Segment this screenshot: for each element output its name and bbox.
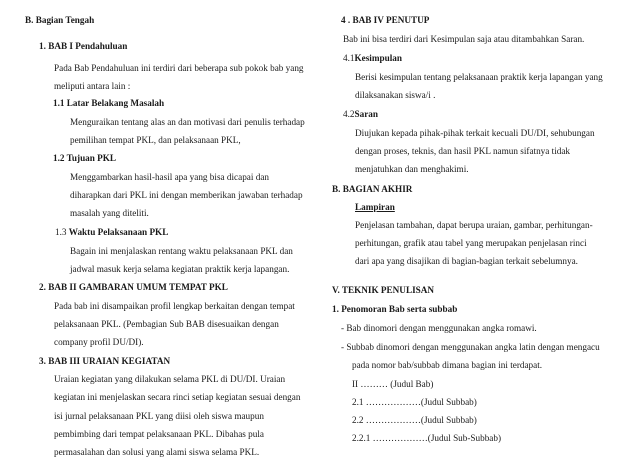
section-heading-bagian-tengah: B. Bagian Tengah bbox=[25, 15, 95, 25]
bab3-paragraph-line: pembimbing dari tempat pelaksanaan PKL. Dibahas pula bbox=[54, 429, 264, 439]
bab4-paragraph-line: Bab ini bisa terdiri dari Kesimpulan saja atau ditambahkan Saran. bbox=[343, 34, 585, 44]
penomoran-item-continued: pada nomor bab/subbab dimana bagian ini terdapat. bbox=[352, 360, 543, 370]
bab1-title: 1. BAB I Pendahuluan bbox=[39, 41, 128, 51]
numbering-example: II ……… (Judul Bab) bbox=[352, 379, 434, 389]
subsection-1-1-line: Menguraikan tentang alas an dan motivasi dari penulis terhadap bbox=[70, 117, 305, 127]
subsection-1-3-line: Bagain ini menjalaskan rentang waktu pelaksanaan PKL dan bbox=[70, 246, 293, 256]
subsection-4-1-title: Kesimpulan bbox=[354, 53, 402, 63]
numbering-example: 2.2.1 ………………(Judul Sub-Subbab) bbox=[352, 433, 502, 443]
bab1-paragraph-line: Pada Bab Pendahuluan ini terdiri dari beberapa sub pokok bab yang bbox=[54, 63, 304, 73]
penomoran-title: 1. Penomoran Bab serta subbab bbox=[332, 304, 458, 314]
bab1-paragraph-line: meliputi antara lain : bbox=[54, 81, 131, 91]
subsection-1-3-line: jadwal masuk kerja selama kegiatan praktik kerja lapangan. bbox=[70, 264, 290, 274]
lampiran-line: perhitungan, grafik atau tabel yang merupakan penjelasan rinci bbox=[355, 238, 587, 248]
subsection-4-1-line: dilaksanakan siswa/i . bbox=[355, 90, 436, 100]
subsection-1-2-title: 1.2 Tujuan PKL bbox=[53, 153, 117, 163]
subsection-1-3-number: 1.3 bbox=[55, 227, 67, 237]
subsection-1-3-heading bbox=[55, 226, 168, 238]
section-heading-teknik-penulisan: V. TEKNIK PENULISAN bbox=[332, 285, 435, 295]
lampiran-line: Penjelasan tambahan, dapat berupa uraian, gambar, perhitungan- bbox=[355, 220, 593, 230]
bab3-paragraph-line: kegiatan ini menjelaskan secara rinci setiap kegiatan sesuai dengan bbox=[54, 392, 301, 402]
bab3-paragraph-line: isi jurnal pelaksanaan PKL yang diisi oleh siswa maupun bbox=[54, 411, 264, 421]
subsection-1-1-title: 1.1 Latar Belakang Masalah bbox=[53, 98, 165, 108]
subsection-4-2-number: 4.2 bbox=[343, 109, 355, 119]
subsection-4-2-heading bbox=[343, 108, 378, 120]
penomoran-item: - Bab dinomori dengan menggunakan angka romawi. bbox=[341, 323, 537, 333]
subsection-4-1-line: Berisi kesimpulan tentang pelaksanaan praktik kerja lapangan yang bbox=[355, 72, 603, 82]
subsection-4-2-line: dengan proses, teknis, dan hasil PKL namun sifatnya tidak bbox=[355, 146, 571, 156]
subsection-4-2-title: Saran bbox=[354, 109, 378, 119]
subsection-1-1-line: pemilihan tempat PKL, dan pelaksanaan PKL, bbox=[70, 135, 241, 145]
bab2-title: 2. BAB II GAMBARAN UMUM TEMPAT PKL bbox=[39, 282, 228, 292]
subsection-1-3-title: Waktu Pelaksanaan PKL bbox=[68, 227, 169, 237]
subsection-4-2-line: Diujukan kepada pihak-pihak terkait kecuali DU/DI, sehubungan bbox=[355, 128, 595, 138]
subsection-1-2-line: Menggambarkan hasil-hasil apa yang bisa dicapai dan bbox=[70, 172, 269, 182]
subsection-1-2-line: diharapkan dari PKL ini dengan memberikan jawaban terhadap bbox=[70, 190, 303, 200]
subsection-4-1-heading bbox=[343, 52, 402, 64]
lampiran-title: Lampiran bbox=[355, 202, 395, 212]
bab2-paragraph-line: pelaksanaan PKL. (Pembagian Sub BAB disesuaikan dengan bbox=[54, 319, 279, 329]
subsection-1-2-line: masalah yang diteliti. bbox=[70, 208, 149, 218]
section-heading-bagian-akhir: B. BAGIAN AKHIR bbox=[332, 184, 413, 194]
subsection-4-1-number: 4.1 bbox=[343, 53, 355, 63]
bab4-title: 4 . BAB IV PENUTUP bbox=[341, 15, 430, 25]
penomoran-item: - Subbab dinomori dengan menggunakan angka latin dengan mengacu bbox=[341, 342, 600, 352]
bab2-paragraph-line: Pada bab ini disampaikan profil lengkap berkaitan dengan tempat bbox=[54, 301, 295, 311]
bab3-paragraph-line: Uraian kegiatan yang dilakukan selama PKL di DU/DI. Uraian bbox=[54, 374, 286, 384]
subsection-4-2-line: menjatuhkan dan menghakimi. bbox=[355, 164, 469, 174]
bab3-paragraph-line: permasalahan dan solusi yang alami siswa selama PKL. bbox=[54, 447, 260, 457]
bab2-paragraph-line: company profil DU/DI). bbox=[54, 337, 144, 347]
numbering-example: 2.1 ………………(Judul Subbab) bbox=[352, 397, 477, 407]
numbering-example: 2.2 ………………(Judul Subbab) bbox=[352, 415, 477, 425]
lampiran-line: dari apa yang disajikan di bagian-bagian terkait sebelumnya. bbox=[355, 256, 578, 266]
bab3-title: 3. BAB III URAIAN KEGIATAN bbox=[39, 356, 171, 366]
